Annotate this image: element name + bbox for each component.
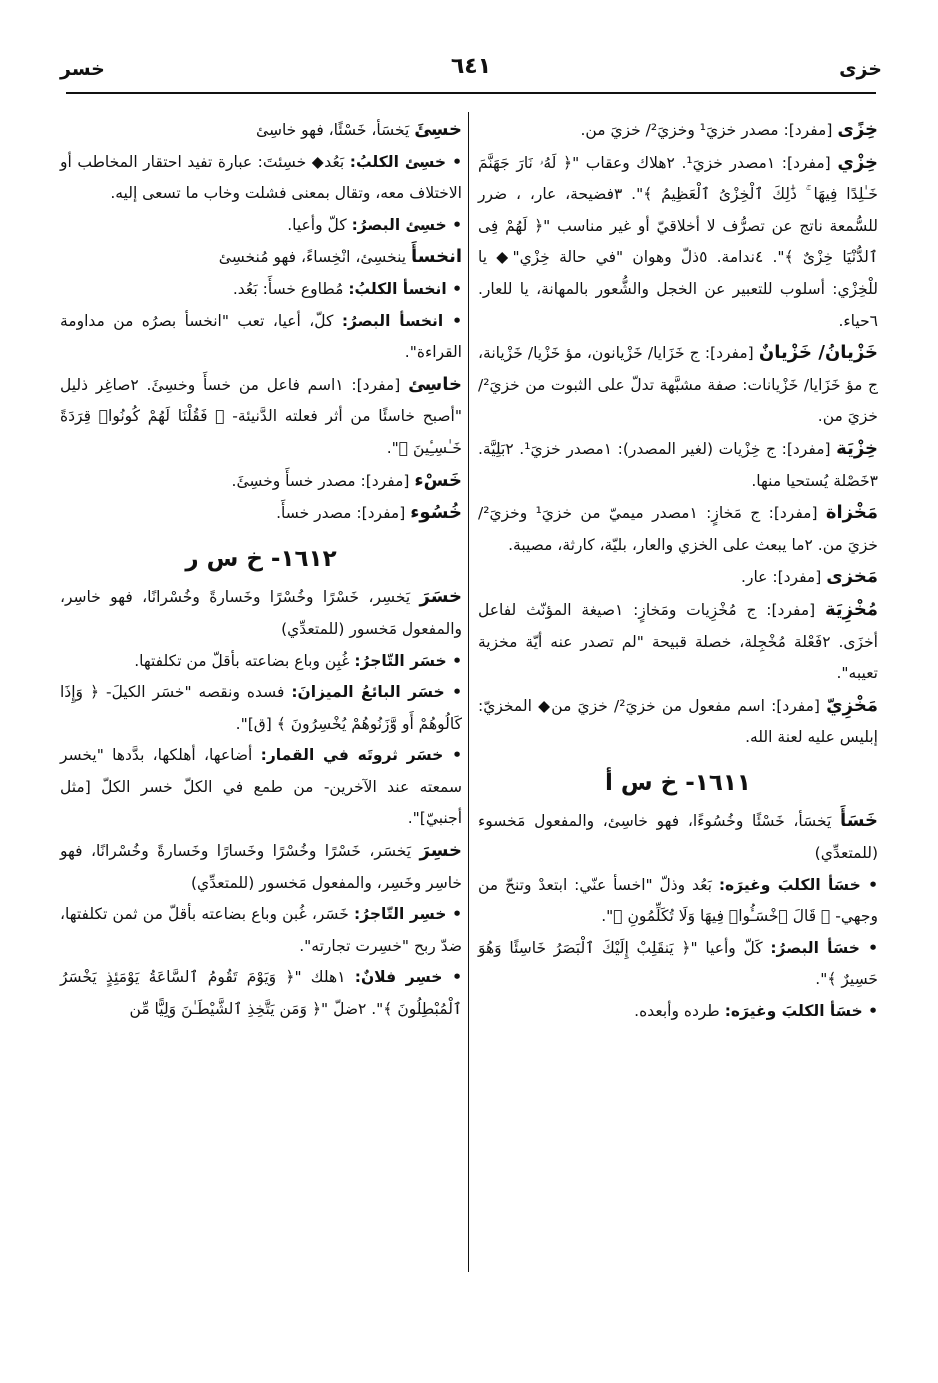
entry-definition: [مفرد]: عار.	[741, 568, 827, 587]
entry-definition: [مفرد]: مصدر خزيَ¹ وخزيَ²/ خزيَ من.	[580, 121, 838, 139]
sense-label: • خسَأ البصرُ:	[770, 938, 878, 957]
dictionary-entry	[60, 369, 462, 465]
page-header	[60, 48, 882, 88]
entry-headword: خسِئَ	[414, 119, 462, 140]
sense-label: • خسَأ الكلبَ وغيرَه:	[718, 875, 878, 894]
entry-definition: كلّ وأعيا.	[287, 215, 352, 234]
sense-label: • خسَر البائعُ الميزانَ:	[291, 683, 463, 702]
dictionary-entry	[478, 690, 878, 754]
entry-definition: [مفرد]: مصدر خسأَ.	[276, 504, 411, 523]
dictionary-entry	[60, 497, 462, 530]
entry-headword: خِزْي	[837, 151, 878, 173]
dictionary-entry	[478, 337, 878, 433]
dictionary-entry	[478, 594, 878, 690]
entry-headword: خُسُوء	[410, 502, 462, 524]
entry-headword: خَسْء	[414, 469, 462, 491]
entry-sense	[60, 274, 462, 306]
entry-definition: يَخسَأ، خَسْئًا وخُسُوءًا، فهو خاسِئ، والمفعول مَخسوء (للمتعدِّي)	[478, 812, 878, 863]
entry-definition: أضاعها، أهلكها، بدَّدها "يخسر سمعته عند الآخرين- من طمع في الكلّ خسر الكلّ [مثل أجنبيّ]".	[60, 746, 462, 828]
entry-sense	[60, 147, 462, 210]
entry-headword: مَخزى	[826, 566, 878, 588]
entry-sense	[60, 962, 462, 1025]
entry-definition: [مفرد]: مصدر خسأَ وخسِئَ.	[231, 471, 415, 490]
entry-definition: [مفرد]: ج خَزَايا/ خَزْيانون، مؤ خَزْيا/ خَزْيانة، ج مؤ خَزَايا/ خَزْيانات: صفة مشبَّهة تدلّ على الثبوت من خزيَ²/ خزيَ من.	[478, 344, 878, 426]
entry-sense	[478, 870, 878, 933]
entry-headword: خَزْيانُ/ خَزْيانٌ	[758, 342, 878, 364]
root-heading: ١٦١٢- خ س ر	[185, 545, 337, 572]
dictionary-entry	[478, 147, 878, 338]
root-heading: ١٦١١- خ س أ	[605, 769, 751, 796]
entry-definition: بَعُد◆ خسِئتَ: عبارة تفيد احتقار المخاطب أو الاختلاف معه، وتقال بمعنى فشلت وخاب ما تسعى إليه.	[60, 152, 462, 203]
entry-definition: يَخسَأ، خَسْئًا، فهو خاسِئ	[256, 121, 415, 139]
entry-definition: [مفرد]: ١مصدر خزيَ¹. ٢هلاك وعقاب "﴿ لَهُۥ نَارَ جَهَنَّمَ خَـٰلِدًا فِيهَا ۚ ذَٰلِكَ ٱلْخِزْىُ ٱلْعَظِيمُ ﴾". ٣فضيحة، عار، ، ضرر للسُّمعة ناتج عن تصرُّف لا أخلاقيّ أو غير مناسب "﴿ لَهُمْ فِى ٱلدُّنْيَا خِزْىٌ ﴾". ٤ندامة. ٥ذلّ وهوان "في حالة خِزْي"◆ يا للْخِزْي: أسلوب للتعبير عن الخجل والشُّعور بالمهانة، يا للعار. ٦حياء.	[478, 153, 878, 330]
entry-headword: مُخْزِيَة	[824, 598, 878, 620]
entry-definition: [مفرد]: ١اسم فاعل من خسأَ وخسِئَ. ٢صاغِر ذليل "أصبح خاسئًا من أثر فعلته الدَّنيئة- ﴿ فَقُلْنَا لَهُمْ كُونُوا۟ قِرَدَةً خَـٰسِـِٔينَ ﴾".	[60, 375, 462, 457]
entry-definition: [مفرد]: ج مَخازٍ: ١مصدر ميميّ من خزيَ¹ وخزيَ²/ خزيَ من. ٢ما يبعث على الخزي والعار، بليّة، كارثة، مصيبة.	[478, 504, 878, 554]
sense-label: • خسِئ الكلبُ:	[349, 152, 462, 171]
dictionary-entry	[60, 114, 462, 147]
dictionary-entry	[60, 581, 462, 645]
page-number: ٦٤١	[450, 54, 492, 79]
sense-label: • خسَر ثروتَه في القمار:	[260, 746, 462, 765]
entry-headword: مَخْزاة	[825, 502, 878, 524]
entry-definition: [مفرد]: اسم مفعول من خزيَ²/ خزيَ من◆ المخزيّ: إبليس عليه لعنة الله.	[478, 696, 878, 747]
entry-headword: خسِرَ	[419, 840, 462, 862]
guide-word-right: خزى	[839, 58, 882, 80]
entry-headword: خِزْيَة	[836, 437, 879, 459]
dictionary-entry	[60, 465, 462, 498]
entry-sense	[478, 996, 878, 1028]
entry-sense	[60, 306, 462, 369]
entry-headword: خسَرَ	[419, 586, 462, 608]
entry-sense	[60, 899, 462, 962]
entry-headword: مَخْزِيّ	[826, 694, 878, 716]
dictionary-entry	[478, 433, 878, 497]
entry-headword: خاسِئ	[408, 373, 462, 395]
entry-definition: ١هلك "﴿ وَيَوْمَ تَقُومُ ٱلسَّاعَةُ يَوْمَئِذٍ يَخْسَرُ ٱلْمُبْطِلُونَ ﴾". ٢ضلّ "﴿ وَمَن يَتَّخِذِ ٱلشَّيْطَـٰنَ وَلِيًّا مِّن	[60, 968, 462, 1019]
dictionary-entry	[478, 561, 878, 594]
dictionary-entry	[60, 241, 462, 274]
dictionary-entry	[478, 497, 878, 561]
entry-definition: مُطاوع خسأَ: بَعُد.	[232, 279, 349, 298]
sense-label: • خسِر التّاجرُ:	[353, 905, 463, 924]
header-rule	[66, 92, 876, 94]
entry-definition: كَلّ وأعيا "﴿ يَنقَلِبْ إِلَيْكَ ٱلْبَصَرُ خَاسِئًا وَهُوَ حَسِيرٌ ﴾".	[478, 938, 878, 989]
sense-label: • خسَأ الكلبَ وغيرَه:	[724, 1002, 878, 1021]
entry-definition: [مفرد]: ج مُخْزِيات ومَخازٍ: ١صيغة المؤنّث لفاعل أخزَى. ٢فَعْلة مُخْجِلة، خصلة قبيحة "لم تصدر عنه أيّة مخزية تعيبه".	[478, 600, 878, 683]
sense-label: • انخسأ الكلبُ:	[348, 279, 462, 298]
entry-definition: طرده وأبعده.	[634, 1002, 725, 1021]
sense-label: • خسِئ البصرُ:	[351, 215, 462, 234]
dictionary-entry	[60, 835, 462, 899]
dictionary-entry	[478, 114, 878, 147]
entry-definition: ينخسِئ، انْخِساءً، فهو مُنخسِئ	[218, 248, 412, 267]
entry-definition: فسده ونقصه "خسَر الكيلَ- ﴿ وَإِذَا كَالُوهُمْ أَو وَّزَنُوهُمْ يُخْسِرُونَ ﴾ [ق]".	[60, 683, 462, 733]
entry-definition: كلّ، أعيا، تعب "انخسأ بصرُه من مداومة القراءة".	[60, 311, 462, 362]
entry-definition: خَسَر، غُبن وباع بضاعته بأقلّ من ثمن تكلفتها، ضدّ ربح "خسِرت تجارته".	[60, 905, 462, 955]
sense-label: • انخسأ البصرُ:	[341, 311, 462, 330]
entry-definition: غُبِن وباع بضاعته بأقلّ من تكلفتها.	[134, 651, 355, 670]
sense-label: • خسِر فلانٌ:	[354, 968, 462, 987]
sense-label: • خسَر التّاجرُ:	[354, 651, 462, 670]
entry-definition: [مفرد]: ج خِزْيات (لغير المصدر): ١مصدر خزيَ¹. ٢بَلِيَّة. ٣خَصْلة يُستحيا منها.	[478, 439, 878, 490]
left-column	[60, 114, 462, 1026]
entry-headword: خِزًى	[837, 119, 878, 140]
entry-sense	[478, 933, 878, 996]
entry-sense	[60, 646, 462, 678]
column-divider	[468, 112, 469, 1272]
guide-word-left: خسر	[60, 58, 105, 80]
dictionary-entry	[478, 805, 878, 869]
entry-sense	[60, 210, 462, 242]
entry-sense	[60, 740, 462, 835]
entry-definition: يَخسَر، خَسْرًا وخُسْرًا وخَسارًا وخَسارةً وخُسْرانًا، فهو خاسِر وخَسِر، والمفعول مَخسور (للمتعدِّي)	[60, 842, 462, 892]
right-column	[478, 114, 878, 1028]
entry-headword: خَسَأَ	[839, 810, 878, 832]
entry-headword: انخسأَ	[411, 246, 462, 268]
entry-sense	[60, 677, 462, 740]
entry-definition: بَعُد وذلّ "اخسأ عنّي: ابتعدْ وتنحّ من وجهي- ﴿ قَالَ ٱخْسَـُٔوا۟ فِيهَا وَلَا تُكَلِّمُونِ ﴾".	[478, 875, 878, 926]
entry-definition: يَخسِر، خَسْرًا وخُسْرًا وخَسارةً وخُسْرانًا، فهو خاسِر، والمفعول مَخسور (للمتعدِّي)	[60, 588, 462, 638]
